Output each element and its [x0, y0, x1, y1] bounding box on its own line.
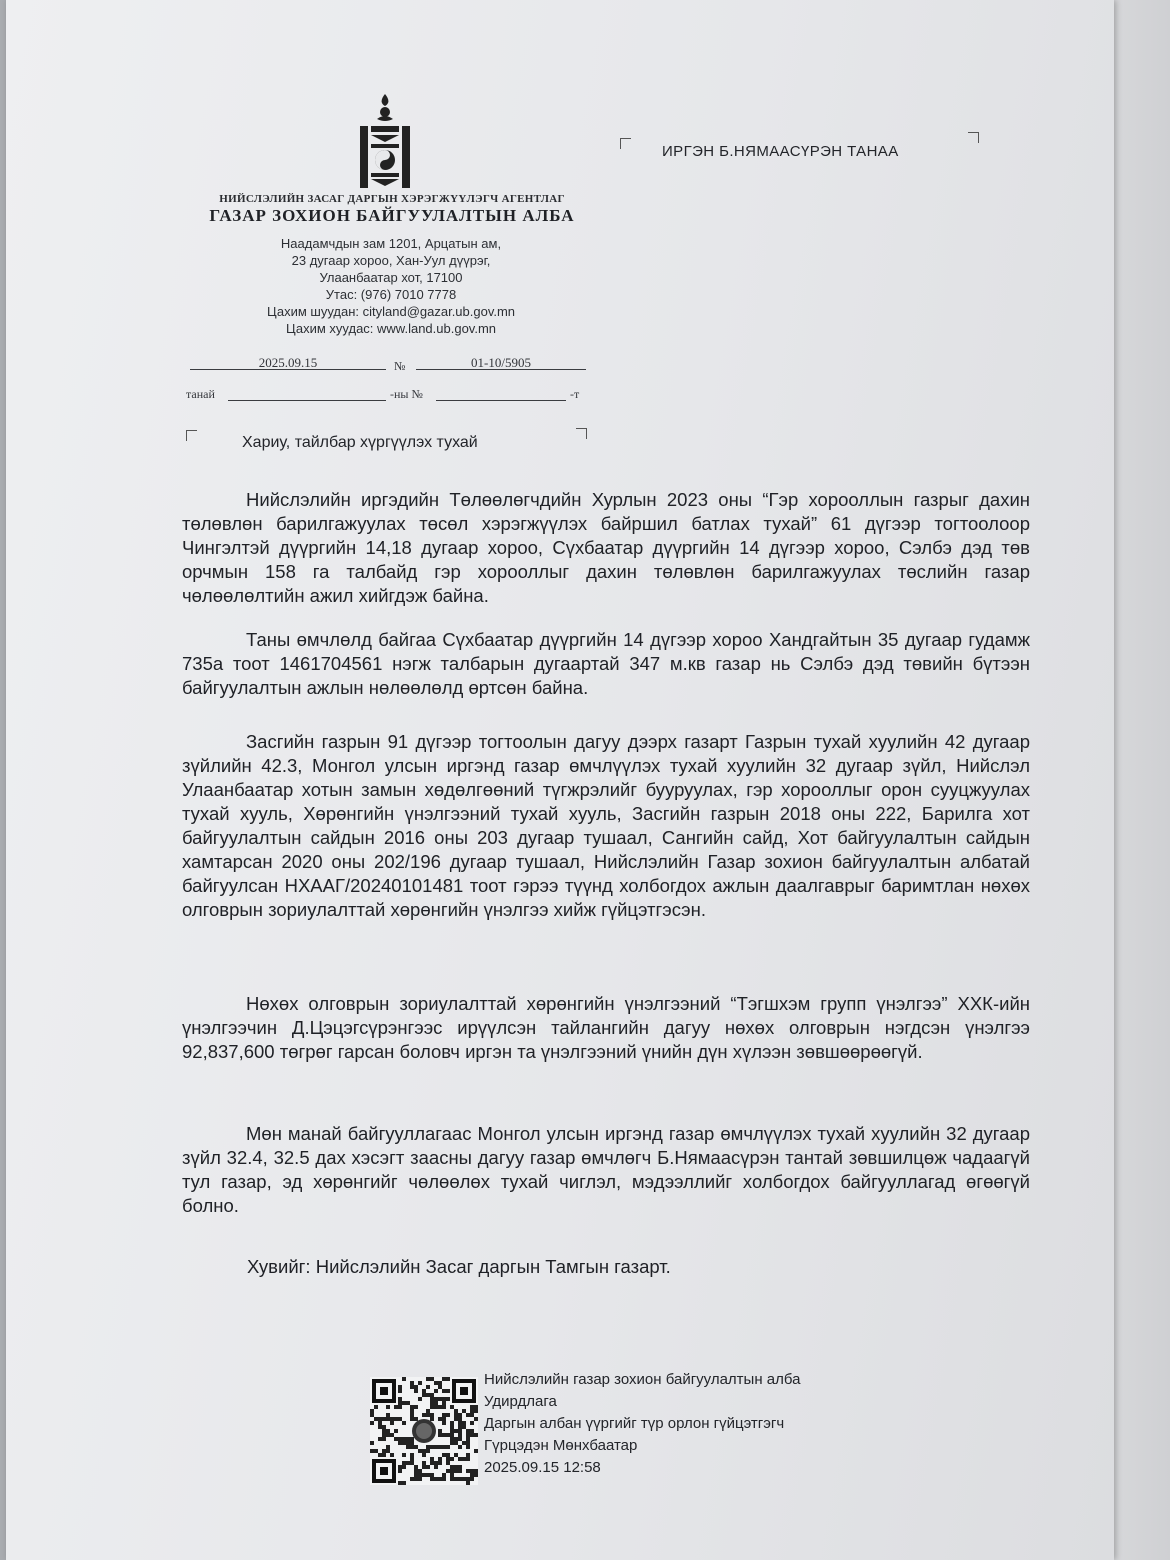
signature-name: Гүрцэдэн Мөнхбаатар	[484, 1437, 638, 1454]
address-line: Улаанбаатар хот, 17100	[319, 270, 463, 285]
soyombo-emblem-icon	[360, 92, 410, 188]
signature-position: Даргын албан үүргийг түр орлон гүйцэтгэгч	[484, 1415, 785, 1432]
number-label: №	[394, 359, 406, 373]
your-number-label: -ны №	[390, 387, 423, 401]
your-date-blank	[228, 386, 386, 401]
signature-timestamp: 2025.09.15 12:58	[484, 1459, 601, 1476]
body-paragraph: Засгийн газрын 91 дүгээр тогтоолын дагуу дээрх газарт Газрын тухай хуулийн 42 дугаар зүйлийн 42.3, Монгол улсын иргэнд газар өмчлүүлэх тухай хуулийн 32 дугаар зүйл, Нийслэл Улаанбаатар хотын замын хөдөлгөөний түгжрэлийг бууруулах, гэр хорооллыг орон сууцжуулах тухай хууль, Хөрөнгийн үнэлгээний тухай хууль, Засгийн газрын 2018 оны 222, Барилга хот байгуулалтын сайдын 2016 оны 203 дугаар тушаал, Сангийн сайд, Хот байгуулалтын сайдын хамтарсан 2020 оны 202/196 дугаар тушаал, Нийслэлийн Газар зохион байгуулалтын албатай байгуулсан НХААГ/20240101481 тоот гэрээ түүнд холбогдох ажлын даалгаврыг баримтлан нөхөх олговрын зориулалттай хөрөнгийн үнэлгээ хийж гүйцэтгэсэн.	[182, 731, 1030, 920]
agency-name: ГАЗАР ЗОХИОН БАЙГУУЛАЛТЫН АЛБА	[209, 206, 575, 225]
address-line: 23 дугаар хороо, Хан-Уул дүүрэг,	[291, 253, 491, 268]
signature-dept: Удирдлага	[484, 1393, 557, 1410]
letter-number: 01-10/5905	[416, 355, 586, 370]
your-number-blank	[436, 386, 566, 401]
corner-mark	[576, 428, 587, 439]
your-label: танай	[186, 387, 215, 401]
body-paragraph: Нийслэлийн иргэдийн Төлөөлөгчдийн Хурлын 2023 оны “Гэр хорооллын газрыг дахин төлөвлөн барилгажуулах төсөл хэрэгжүүлэх байршил батлах тухай” 61 дүгээр тогтоолоор Чингэлтэй дүүргийн 14,18 дугаар хороо, Сүхбаатар дүүргийн 14 дүгээр хороо, Сэлбэ дэд төв орчмын 158 га талбайд гэр хорооллыг дахин төлөвлөн барилгажуулах төслийн газар чөлөөлөлтийн ажил хийгдэж байна.	[182, 489, 1030, 606]
body-paragraph: Нөхөх олговрын зориулалттай хөрөнгийн үнэлгээний “Тэгшхэм групп үнэлгээ” ХХК-ийн үнэлгээчин Д.Цэцэгсүрэнгээс ирүүлсэн тайлангийн дагуу нөхөх олговрын нэгдсэн үнэлгээ 92,837,600 төгрөг гарсан боловч иргэн та үнэлгээний үнийн дүн хүлээн зөвшөөрөөгүй.	[182, 993, 1030, 1062]
subject-line: Хариу, тайлбар хүргүүлэх тухай	[242, 434, 478, 451]
copy-to: Хувийг: Нийслэлийн Засаг даргын Тамгын газарт.	[247, 1256, 671, 1277]
qr-code-icon	[370, 1377, 478, 1485]
address-line: Наадамчдын зам 1201, Арцатын ам,	[280, 236, 502, 251]
website-line: Цахим хуудас: www.land.ub.gov.mn	[285, 321, 497, 336]
body-paragraph: Таны өмчлөлд байгаа Сүхбаатар дүүргийн 14 дүгээр хороо Хандгайтын 35 дугаар гудамж 735а тоот 1461704561 нэгж талбарын дугаартай 347 м.кв газар нь Сэлбэ дэд төвийн бүтээн байгуулалтын ажлын нөлөөлөлд өртсөн байна.	[182, 629, 1030, 698]
body-paragraph: Мөн манай байгууллагаас Монгол улсын иргэнд газар өмчлүүлэх тухай хуулийн 32 дугаар зүйл 32.4, 32.5 дах хэсэгт заасны дагуу газар өмчлөгч Б.Нямаасүрэн тантай зөвшилцөж чадаагүй тул газар, эд хөрөнгийг чөлөөлөх тухай чиглэл, мэдээллийг холбогдох байгууллагад өгөөгүй болно.	[182, 1123, 1030, 1216]
corner-mark	[968, 132, 979, 143]
email-line: Цахим шуудан: cityland@gazar.ub.gov.mn	[266, 304, 516, 319]
ref-suffix: -т	[570, 387, 580, 401]
letter-date: 2025.09.15	[190, 355, 386, 370]
corner-mark	[620, 138, 631, 149]
corner-mark	[186, 430, 197, 441]
recipient: ИРГЭН Б.НЯМААСҮРЭН ТАНАА	[662, 143, 899, 160]
signature-org: Нийслэлийн газар зохион байгуулалтын алба	[484, 1371, 801, 1388]
agency-parent-name: НИЙСЛЭЛИЙН ЗАСАГ ДАРГЫН ХЭРЭГЖҮҮЛЭГЧ АГЕНТЛАГ	[219, 193, 565, 205]
letter-page	[6, 0, 1114, 1560]
phone-line: Утас: (976) 7010 7778	[325, 287, 457, 302]
